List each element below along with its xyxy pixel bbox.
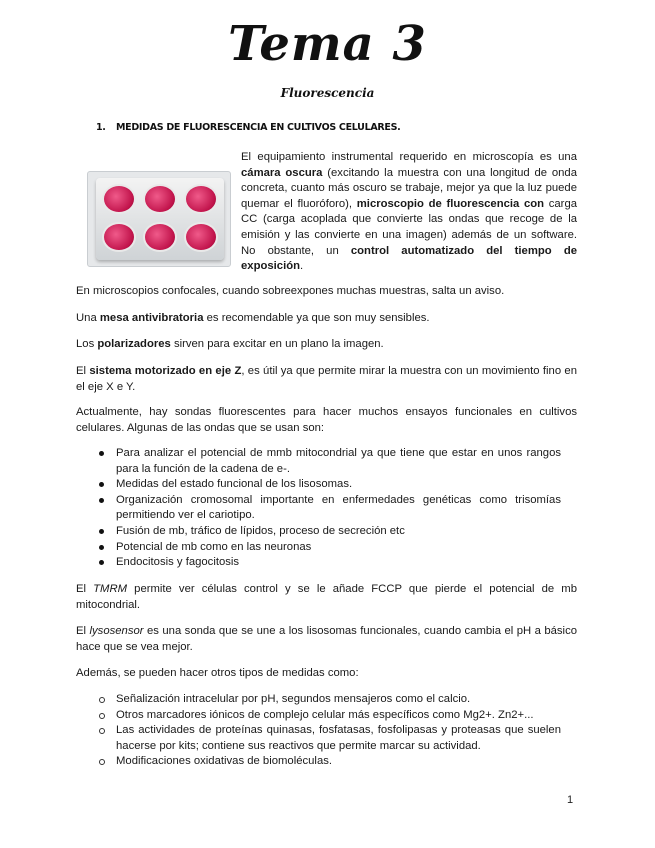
list-item: Modificaciones oxidativas de biomoléculas. [99,754,561,770]
cell-culture-plate-photo [87,171,231,267]
well-plate [96,178,224,260]
well [143,184,177,214]
paragraph-sistema: El sistema motorizado en eje Z, es útil ya que permite mirar la muestra con un movimiento fino en el eje X e Y. [76,365,577,393]
paragraph-sondas: Actualmente, hay sondas fluorescentes para hacer muchos ensayos funcionales en cultivos celulares. Algunas de las ondas que se usan son: [76,406,577,434]
list-item: Fusión de mb, tráfico de lípidos, proceso de secreción etc [99,524,561,540]
document-subtitle: Fluorescencia [280,86,375,100]
well [184,184,218,214]
list-item: Organización cromosomal importante en enfermedades genéticas como trisomías permitiendo ver el cariotipo. [99,493,561,524]
section-title: MEDIDAS DE FLUORESCENCIA EN CULTIVOS CELULARES. [116,122,401,133]
paragraph-ademas: Además, se pueden hacer otros tipos de medidas como: [76,667,359,679]
list-item: Medidas del estado funcional de los lisosomas. [99,477,561,493]
bullet-icon [99,498,104,503]
circle-bullet-icon [99,728,105,734]
bullet-icon [99,451,104,456]
circle-bullet-icon [99,759,105,765]
bullet-icon [99,482,104,487]
paragraph-tmrm: El TMRM permite ver células control y se le añade FCCP que pierde el potencial de mb mitocondrial. [76,583,577,611]
paragraph-confocal: En microscopios confocales, cuando sobreexpones muchas muestras, salta un aviso. [76,285,505,297]
document-title: Tema 3 [228,16,427,72]
well [102,184,136,214]
well [143,222,177,252]
circle-list [99,692,561,770]
well [102,222,136,252]
intro-paragraph: El equipamiento instrumental requerido en microscopía es una cámara oscura (excitando la muestra con una longitud de onda concreta, cuanto más oscuro se trabaje, mejor ya que la luz puede quemar el fluoróforo), microscopio de fluorescencia con carga CC (carga acoplada que convierte las ondas que recoge de la emisión y las convierte en una imagen) además de un software. No obstante, un control automatizado del tiempo de exposición. [241,151,578,273]
bullet-icon [99,529,104,534]
well [184,222,218,252]
paragraph-polarizadores: Los polarizadores sirven para excitar en un plano la imagen. [76,338,384,350]
bullet-list [99,446,561,571]
list-item: Potencial de mb como en las neuronas [99,540,561,556]
paragraph-mesa: Una mesa antivibratoria es recomendable ya que son muy sensibles. [76,312,430,324]
section-heading [96,122,400,133]
circle-bullet-icon [99,697,105,703]
paragraph-lysosensor: El lysosensor es una sonda que se une a los lisosomas funcionales, cuando cambia el pH a básico hace que se vea mejor. [76,625,578,653]
page-number: 1 [567,794,574,806]
list-item: Para analizar el potencial de mmb mitocondrial ya que tiene que estar en unos rangos para la función de la cadena de e-. [99,446,561,477]
list-item: Endocitosis y fagocitosis [99,555,561,571]
bullet-icon [99,560,104,565]
list-item: Otros marcadores iónicos de complejo celular más específicos como Mg2+. Zn2+... [99,708,561,724]
list-item: Señalización intracelular por pH, segundos mensajeros como el calcio. [99,692,561,708]
section-number: 1. [96,122,106,133]
circle-bullet-icon [99,713,105,719]
bullet-icon [99,545,104,550]
list-item: Las actividades de proteínas quinasas, fosfatasas, fosfolipasas y proteasas que suelen hacerse por kits; contiene sus reactivos que permite marcar su actividad. [99,723,561,754]
